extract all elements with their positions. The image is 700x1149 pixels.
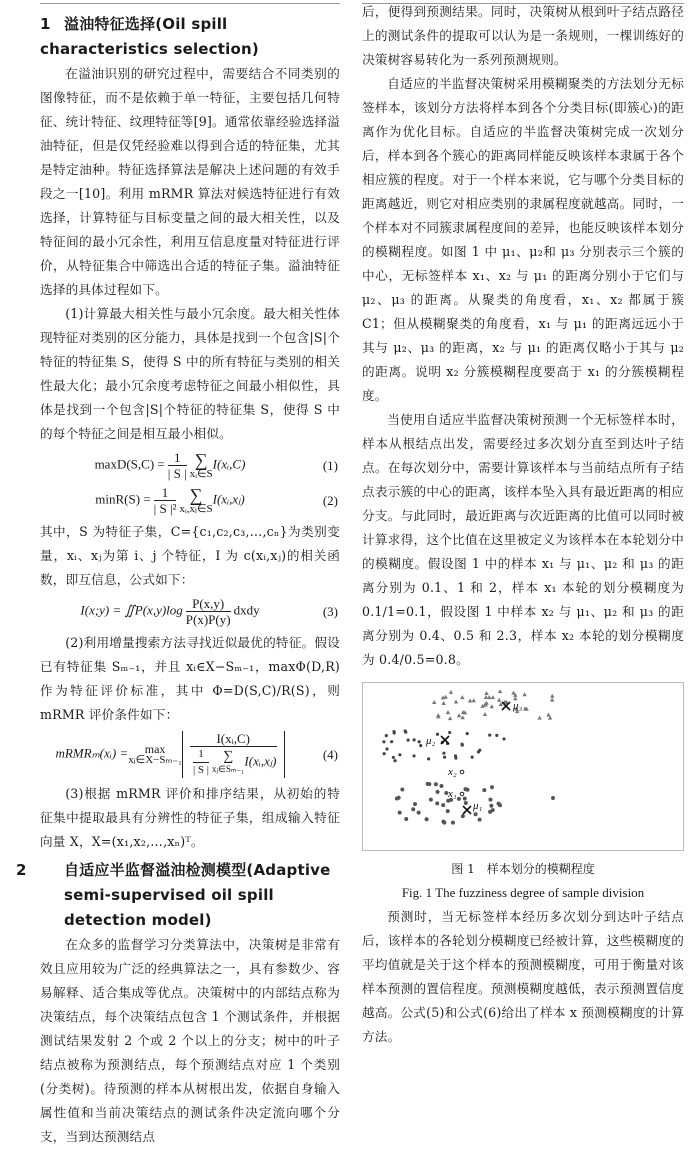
dot-point (427, 757, 430, 760)
equation-4: mRMRₘ(xᵢ) = max xⱼ∈X−Sₘ₋₁ I(xᵢ,C) $\frac{1}{| S |}$ ∑ xⱼ∈Sₘ₋₁I(xᵢ,xⱼ) (4) (55, 731, 338, 776)
dot-point (443, 756, 446, 759)
eq-rhs: I(xᵢ,C) (212, 456, 246, 472)
paragraph: 当使用自适应半监督决策树预测一个无标签样本时，样本从根结点出发，需要经过多次划分直至到达叶子结点。在每次划分中，需要计算该样本与当前结点所有子结点表示簇的中心的距离，该样本坠入具有最近距离的相应分支。与此同时，最近距离与次近距离的比值可以同时被计算求得，这个比值在这里被定义为该样本在本轮划分中的模糊度。假设图 1 中的样本 x₁ 与 μ₁、μ₂ 和 μ₃ 的距离分别为 0.1、1 和 2，样本 x₁ 本轮的划分模糊度为 0.1/1=0.1，假设图 1 中样本 x₂ 与 μ₁、μ₂ 和 μ₃ 的距离分别为 0.4、0.5 和 2.3，样本 x₂ 本轮的划分模糊度为 0.4/0.5=0.8。 (362, 412, 684, 667)
dot-point (482, 788, 486, 792)
eq-max: max (144, 741, 166, 756)
dot-point (446, 809, 450, 813)
triangle-point (497, 698, 501, 702)
dot-point (398, 811, 402, 815)
dot-point (419, 744, 422, 747)
dot-point (457, 797, 461, 801)
dot-point (463, 797, 467, 801)
section-heading-1 (40, 12, 340, 62)
section-title: 自适应半监督溢油检测模型(Adaptive semi-supervised oil spill detection model) (64, 861, 331, 929)
dot-point (442, 821, 446, 825)
cluster-center-marker (463, 806, 471, 814)
eq-denominator: P(x)P(y) (185, 612, 231, 627)
triangle-point (443, 695, 447, 699)
triangle-point (472, 698, 476, 702)
x2-point (460, 770, 464, 774)
eq-sum-index: xᵢ∈S (189, 468, 213, 480)
triangle-point (446, 710, 450, 714)
dot-point (454, 757, 457, 760)
triangle-point (432, 700, 436, 704)
paragraph: (2)利用增量搜索方法寻找近似最优的特征。假设已有特征集 Sₘ₋₁，并且 xᵢ∈X−Sₘ₋₁，maxΦ(D,R)作为特征评价标准，其中 Φ=D(S,C)/R(S)，则 mRMR 评价条件如下： (40, 635, 340, 722)
figure-1 (362, 682, 684, 851)
dot-point (392, 756, 395, 759)
equation-1: maxD(S,C) = $\frac{1}{| S |}$ ∑ xᵢ∈SI(xᵢ,C) (1) (94, 450, 338, 481)
dot-point (464, 801, 468, 805)
dot-point (441, 803, 445, 807)
paragraph: 在溢油识别的研究过程中，需要结合不同类别的图像特征，而不是依赖于单一特征，主要包括几何特征、统计特征、纹理特征等[9]。通常依靠经验选择溢油特征，但是仅凭经验难以得到合适的特征集，尤其是特定油种。特征选择算法是解决上述问题的有效手段之一[10]。利用 mRMR 算法对候选特征进行有效选择，计算特征与目标变量之间的最大相关性，以及特征间的最小冗余性，利用互信息度量对特征进行评价，从特征集合中筛选出合适的特征子集。溢油特征选择的具体过程如下。 (40, 66, 340, 297)
eq-rhs: I(xᵢ,xⱼ) (212, 491, 245, 507)
dot-point (551, 796, 555, 800)
dot-point (489, 804, 493, 808)
paragraph: 在众多的监督学习分类算法中，决策树是非常有效且应用较为广泛的经典算法之一，具有参数少、容易解释、适合集成等优点。决策树中的内部结点称为决策结点，每个决策结点包含 1 个测试条件，并根据测试结果发射 2 个或 2 个以上的分支；树中的叶子结点被称为预测结点，每个预测结点对应 1 个类别(分类树)。待预测的样本从树根出发，依据自身输入属性值和当前决策结点的测试条件决定流向哪个分支，当到达预测结点 (40, 937, 340, 1144)
paragraph: 其中，S 为特征子集，C={c₁,c₂,c₃,…,cₙ}为类别变量，xᵢ、xⱼ为第 i、j 个特征，I 为 c(xᵢ,xⱼ)的相关函数，即互信息，公式如下： (40, 524, 340, 587)
eq-numerator: I(xᵢ,C) (190, 731, 277, 747)
dot-point (461, 814, 465, 818)
triangle-point (483, 712, 487, 716)
eq-denominator: | S |² (153, 501, 177, 516)
dot-point (425, 817, 429, 821)
dot-point (412, 754, 415, 757)
triangle-point (449, 690, 453, 694)
section-heading-2 (16, 858, 340, 933)
right-column (362, 0, 684, 1049)
dot-point (393, 759, 396, 762)
triangle-point (460, 715, 464, 719)
triangle-point (550, 698, 554, 702)
triangle-point (498, 689, 502, 693)
dot-point (451, 821, 455, 825)
triangle-point (454, 700, 458, 704)
paragraph: (3)根据 mRMR 评价和排序结果，从初始的特征集中提取最具有分辨性的特征子集，组成输入特征向量 X，X=(x₁,x₂,…,xₙ)ᵀ。 (40, 786, 340, 849)
figure-caption-en: Fig. 1 The fuzziness degree of sample division (401, 885, 645, 900)
section-number: 1 (40, 15, 51, 33)
dot-point (478, 749, 481, 752)
eq-numerator: 1 (168, 450, 187, 466)
dot-point (461, 743, 464, 746)
triangle-point (441, 701, 445, 705)
dot-point (404, 729, 407, 732)
x2-label: x₂ (448, 766, 457, 778)
dot-point (436, 733, 439, 736)
dot-point (385, 747, 388, 750)
eq-sum-index: xⱼ∈Sₘ₋₁ (211, 764, 245, 774)
triangle-point (537, 716, 541, 720)
eq-denominator: | S | (167, 466, 187, 481)
eq-rhs: I(xᵢ,xⱼ) (244, 753, 277, 769)
dot-point (417, 811, 421, 815)
dot-point (488, 810, 492, 814)
dot-point (400, 788, 404, 792)
dot-point (478, 818, 482, 822)
triangle-point (522, 692, 526, 696)
dot-point (465, 788, 469, 792)
triangle-point (484, 691, 488, 695)
paragraph: (1)计算最大相关性与最小冗余度。最大相关性体现特征对类别的区分能力，具体是找到一个包含|S|个特征的特征集 S，使得 S 中的所有特征与类别的相关性最大化；最小冗余度考虑特征之间最小相似性，具体是找到一个包含|S|个特征的特征集 S，使得 S 中的每个特征之间是相互最小相似。 (40, 306, 340, 441)
dot-point (404, 817, 408, 821)
mu2-label: μ₂ (426, 735, 436, 747)
dot-point (429, 798, 433, 802)
triangle-point (487, 695, 491, 699)
dot-point (427, 782, 431, 786)
dot-point (497, 802, 501, 806)
paragraph: 预测时，当无标签样本经历多次划分到达叶子结点后，该样本的各轮划分模糊度已经被计算，这些模糊度的平均值就是关于这个样本的预测模糊度，可用于衡量对该样本预测的置信程度。预测模糊度越低，表示预测置信度越高。公式(5)和公式(6)给出了样本 x 预测模糊度的计算方法。 (362, 909, 684, 1044)
dot-point (413, 802, 417, 806)
triangle-point (490, 704, 494, 708)
eq-inner-denominator: | S | (192, 764, 209, 776)
eq-lhs: maxD(S,C) = (94, 456, 165, 472)
scatter-plot (363, 683, 683, 850)
triangle-point (448, 716, 452, 720)
equation-number: (2) (322, 492, 338, 508)
dot-point (442, 752, 445, 755)
figure-caption-cn: 图 1 样本划分的模糊程度 (451, 862, 595, 876)
dot-point (439, 784, 443, 788)
dot-point (502, 737, 505, 740)
cluster-center-marker (441, 736, 449, 744)
eq-inner-numerator: 1 (193, 747, 209, 763)
dot-point (490, 785, 494, 789)
dot-point (495, 734, 498, 737)
eq-numerator: 1 (154, 485, 177, 501)
dot-point (435, 801, 439, 805)
dot-point (471, 755, 474, 758)
dot-point (398, 753, 401, 756)
mu3-label: μ₃ (513, 700, 523, 712)
dot-point (407, 739, 410, 742)
paragraph: 后，便得到预测结果。同时，决策树从根到叶子结点路径上的测试条件的提取可以认为是一条规则，一棵训练好的决策树容易转化为一系列预测规则。 (362, 4, 684, 67)
eq-sum-index: xᵢ,xⱼ∈S (179, 503, 213, 515)
dot-point (390, 740, 393, 743)
dot-point (488, 733, 491, 736)
eq-max-index: xⱼ∈X−Sₘ₋₁ (128, 753, 182, 766)
eq-numerator: P(x,y) (186, 596, 231, 612)
eq-lhs: I(x;y) = ∬P(x,y)log (80, 602, 183, 618)
dot-point (474, 812, 478, 816)
section-title: 溢油特征选择(Oil spill characteristics selection) (40, 15, 259, 58)
dot-point (448, 731, 451, 734)
dot-point (393, 731, 396, 734)
eq-rhs: dxdy (233, 602, 260, 618)
paragraph: 自适应的半监督决策树采用模糊聚类的方法划分无标签样本，该划分方法将样本到各个分类目标(即簇心)的距离作为优化目标。自适应的半监督决策树完成一次划分后，样本到各个簇心的距离同样能反映该样本隶属于各个相应簇的程度。对于一个样本来说，它与哪个分类目标的距离越近，则它对相应类别的隶属程度就越高。同时，一个样本对不同簇隶属程度间的差异，也能反映该样本划分的模糊程度。如图 1 中 μ₁、μ₂和 μ₃ 分别表示三个簇的中心，无标签样本 x₁、x₂ 与 μ₁ 的距离分别小于它们与 μ₂、μ₃ 的距离。从聚类的角度看，x₁、x₂ 都属于簇 C1；但从模糊聚类的角度看，x₁ 与 μ₁ 的距离远远小于其与 μ₂、μ₃ 的距离，x₂ 与 μ₁ 的距离仅略小于其与 μ₂ 的距离。说明 x₂ 分簇模糊程度要高于 x₁ 的分簇模糊程度。 (362, 76, 684, 403)
dot-point (418, 740, 421, 743)
mu1-label: μ₁ (473, 800, 483, 812)
left-column (16, 0, 340, 1149)
triangle-point (460, 695, 464, 699)
triangle-point (468, 699, 472, 703)
dot-point (411, 807, 415, 811)
dot-point (382, 740, 385, 743)
eq-lhs: mRMRₘ(xᵢ) = (55, 745, 129, 761)
equation-2: minR(S) = $\frac{1}{\text{| S |²}}$ ∑ xᵢ,xⱼ∈SI(xᵢ,xⱼ) (2) (95, 485, 338, 516)
equation-number: (3) (322, 603, 338, 619)
x1-point (460, 792, 464, 796)
x1-label: x₁ (448, 788, 457, 800)
dot-point (412, 738, 415, 741)
equation-3 (40, 596, 340, 627)
dot-point (488, 798, 492, 802)
dot-point (434, 782, 438, 786)
dot-point (383, 752, 386, 755)
triangle-point (546, 713, 550, 717)
equation-number: (4) (322, 746, 338, 762)
dot-point (466, 732, 469, 735)
dot-point (395, 797, 399, 801)
triangle-point (491, 695, 495, 699)
section-number: 2 (16, 861, 27, 879)
triangle-point (457, 713, 461, 717)
dot-point (385, 734, 388, 737)
triangle-point (550, 694, 554, 698)
eq-lhs: minR(S) = (95, 491, 151, 507)
dot-point (436, 790, 440, 794)
equation-number: (1) (322, 457, 338, 473)
